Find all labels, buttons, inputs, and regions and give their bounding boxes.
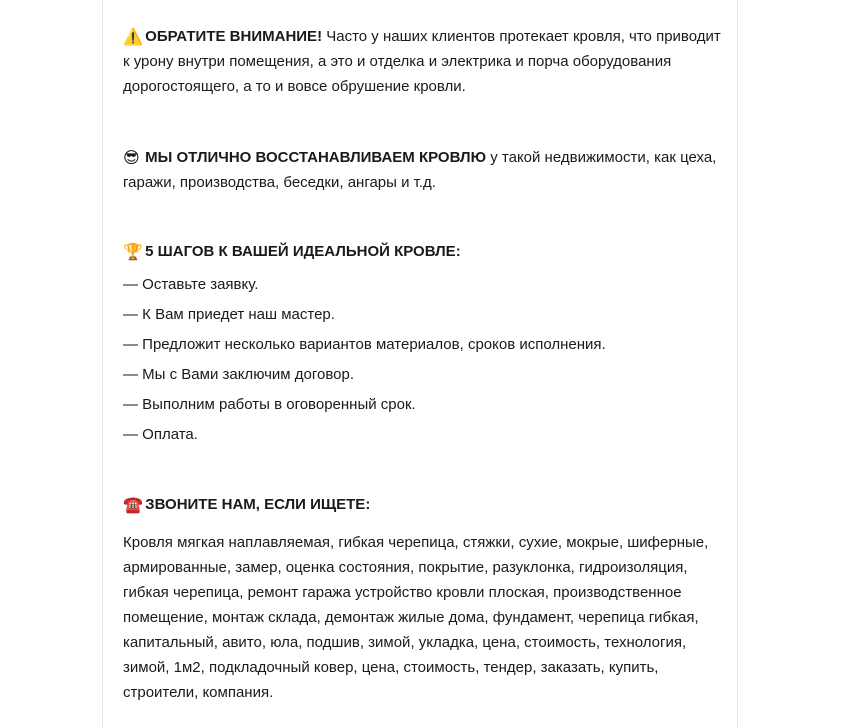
restore-text: у такой недвижимости, как цеха, гаражи, производства, беседки, ангары и т.д. xyxy=(123,149,717,191)
call-section xyxy=(123,492,723,701)
notice-paragraph xyxy=(123,24,723,99)
call-title: ЗВОНИТЕ НАМ, ЕСЛИ ИЩЕТЕ: xyxy=(145,496,371,513)
steps-list-wrap xyxy=(123,270,606,450)
restore-section xyxy=(123,145,723,195)
step-item: — К Вам приедет наш мастер. xyxy=(123,306,335,323)
steps-title: 5 ШАГОВ К ВАШЕЙ ИДЕАЛЬНОЙ КРОВЛЕ: xyxy=(145,243,461,260)
content-card xyxy=(102,0,738,728)
call-keywords: Кровля мягкая наплавляемая, гибкая черепица, стяжки, сухие, мокрые, шиферные, армированные, замер, оценка состояния, покрытие, разуклонка, гидроизоляция, гибкая черепица, ремонт гаража устройство кровли плоская, производственное помещение, монтаж склада, демонтаж жилые дома, фундамент, черепица гибкая, капитальный, авито, юла, подшив, зимой, укладка, цена, стоимость, технология, зимой, 1м2, подкладочный ковер, цена, стоимость, тендер, заказать, купить, строители, компания. xyxy=(123,534,709,701)
telephone-icon: ☎️ xyxy=(123,495,143,514)
step-item: — Мы с Вами заключим договор. xyxy=(123,366,355,383)
restore-paragraph xyxy=(123,145,723,195)
restore-title: МЫ ОТЛИЧНО ВОССТАНАВЛИВАЕМ КРОВЛЮ xyxy=(145,149,487,166)
steps-section xyxy=(123,239,723,443)
notice-section xyxy=(123,24,723,99)
notice-title: ОБРАТИТЕ ВНИМАНИЕ! xyxy=(145,28,323,45)
steps-list xyxy=(123,270,606,450)
warning-icon: ⚠️ xyxy=(123,27,143,46)
steps-heading xyxy=(123,239,723,264)
trophy-icon: 🏆 xyxy=(123,242,143,261)
step-item: — Оплата. xyxy=(123,426,198,443)
sunglasses-face-icon: 😎 xyxy=(123,148,140,167)
step-item: — Оставьте заявку. xyxy=(123,276,259,293)
call-heading xyxy=(123,492,723,517)
step-item: — Предложит несколько вариантов материалов, сроков исполнения. xyxy=(123,336,606,353)
notice-text: Часто у наших клиентов протекает кровля, что приводит к урону внутри помещения, а это и отделка и электрика и порча оборудования дорогостоящего, а то и вовсе обрушение кровли. xyxy=(123,28,721,95)
step-item: — Выполним работы в оговоренный срок. xyxy=(123,396,416,413)
